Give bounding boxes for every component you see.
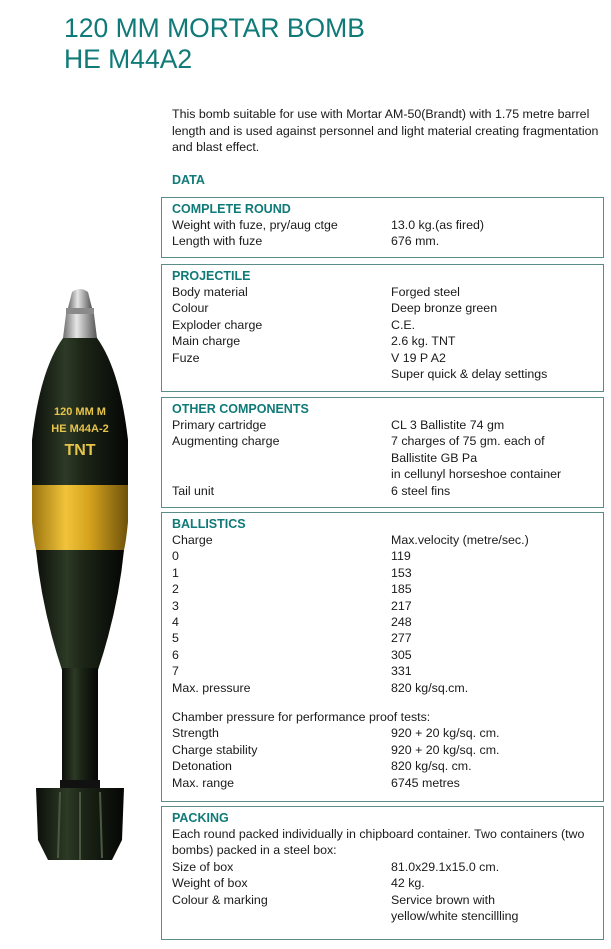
row-value: 305 [391, 647, 412, 662]
row-label: 4 [172, 615, 179, 630]
row-label: Strength [172, 726, 219, 741]
table-row [172, 630, 603, 646]
complete-round-section [161, 197, 604, 258]
row-label: Main charge [172, 334, 241, 349]
row-value: 920 + 20 kg/sq. cm. [391, 742, 500, 757]
row-label: Max. pressure [172, 680, 251, 695]
packing-section [161, 806, 604, 940]
proof-test-intro: Chamber pressure for performance proof tests: [172, 710, 431, 725]
table-row [172, 350, 603, 366]
data-heading: DATA [172, 173, 205, 187]
row-value: CL 3 Ballistite 74 gm [391, 418, 505, 432]
yellow-band [32, 485, 128, 550]
table-row [172, 892, 603, 908]
row-label: 3 [172, 598, 179, 613]
row-label: Weight of box [172, 876, 248, 891]
row-value: 119 [391, 549, 411, 564]
row-label: Exploder charge [172, 317, 263, 332]
row-label: 7 [172, 664, 179, 679]
row-label: Charge [172, 533, 213, 547]
table-row [172, 483, 603, 499]
table-row [172, 775, 603, 791]
row-label: Body material [172, 285, 248, 299]
row-label: 0 [172, 549, 179, 564]
row-value: 185 [391, 582, 412, 597]
row-label: Detonation [172, 759, 232, 774]
row-label: Weight with fuze, pry/aug ctge [172, 218, 338, 232]
section-title: BALLISTICS [172, 517, 246, 531]
table-row [172, 366, 603, 382]
row-label [172, 466, 391, 482]
row-value: 920 + 20 kg/sq. cm. [391, 726, 500, 741]
table-row [172, 433, 603, 449]
marking-line-3: TNT [64, 442, 96, 459]
row-value: 331 [391, 664, 412, 679]
row-value: C.E. [391, 317, 416, 332]
row-value: 248 [391, 615, 412, 630]
fuze-ring [66, 308, 94, 314]
row-value: 217 [391, 598, 412, 613]
table-row [172, 758, 603, 774]
row-value: Forged steel [391, 285, 460, 299]
table-row [172, 680, 603, 696]
row-value: 277 [391, 631, 412, 646]
table-row [172, 333, 603, 349]
marking-line-2: HE M44A-2 [51, 423, 109, 435]
row-value: 81.0x29.1x15.0 cm. [391, 859, 500, 874]
row-value: Deep bronze green [391, 301, 498, 316]
intro-paragraph: This bomb suitable for use with Mortar AM-50(Brandt) with 1.75 metre barrel length and is used against personnel and light material creating fragmentation and blast effect. [172, 107, 599, 154]
row-label [172, 908, 391, 924]
row-label: 2 [172, 582, 179, 597]
row-value: V 19 P A2 [391, 350, 446, 365]
row-label: Charge stability [172, 742, 258, 757]
section-title: PROJECTILE [172, 269, 251, 283]
table-row [172, 233, 603, 249]
section-title: OTHER COMPONENTS [172, 402, 309, 416]
row-value: 7 charges of 75 gm. each of [391, 434, 545, 449]
table-row [172, 217, 603, 233]
table-row [172, 300, 603, 316]
section-title: COMPLETE ROUND [172, 202, 291, 216]
table-row [172, 565, 603, 581]
table-row [172, 548, 603, 564]
row-value: 6745 metres [391, 775, 460, 790]
row-label: 5 [172, 631, 179, 646]
row-value: 2.6 kg. TNT [391, 334, 456, 349]
row-label: 6 [172, 647, 179, 662]
row-value: 153 [391, 565, 412, 580]
row-value: Max.velocity (metre/sec.) [391, 533, 529, 547]
tail-boom [62, 668, 98, 788]
row-value: 13.0 kg.(as fired) [391, 218, 484, 232]
table-row [172, 450, 603, 466]
table-row [172, 598, 603, 614]
row-label: Primary cartridge [172, 418, 267, 432]
marking-line-1: 120 MM M [54, 406, 106, 418]
table-row [172, 647, 603, 663]
section-title: PACKING [172, 811, 229, 825]
row-label [172, 366, 391, 382]
row-value: 820 kg/sq. cm. [391, 759, 472, 774]
row-label: Length with fuze [172, 234, 263, 249]
row-label: Max. range [172, 775, 234, 790]
table-row [172, 725, 603, 741]
row-label: Colour & marking [172, 892, 268, 907]
row-value: 42 kg. [391, 876, 425, 891]
row-value: 6 steel fins [391, 483, 451, 498]
projectile-section [161, 264, 604, 392]
row-label: Fuze [172, 350, 200, 365]
row-value: 820 kg/sq.cm. [391, 680, 469, 695]
page-title [64, 13, 365, 75]
table-row [172, 284, 603, 300]
row-label: Tail unit [172, 483, 215, 498]
row-value: Ballistite GB Pa [391, 450, 478, 465]
row-label: Augmenting charge [172, 434, 280, 449]
table-row [172, 466, 603, 482]
table-row [172, 317, 603, 333]
row-value: yellow/white stencillling [391, 909, 519, 924]
row-value: Super quick & delay settings [391, 367, 548, 382]
table-row [172, 908, 603, 924]
row-label: 1 [172, 565, 179, 580]
table-row [172, 859, 603, 875]
title-line-1: 120 MM MORTAR BOMB [64, 13, 365, 43]
row-label: Size of box [172, 859, 234, 874]
title-line-2: HE M44A2 [64, 44, 193, 74]
other-components-section [161, 397, 604, 508]
table-row [172, 417, 603, 433]
mortar-bomb-illustration [0, 280, 160, 940]
fuze-body [63, 314, 97, 338]
table-row [172, 742, 603, 758]
bomb-lower-body [36, 550, 124, 670]
packing-intro: Each round packed individually in chipboard container. Two containers (two bombs) packed in a steel box: [172, 827, 585, 858]
row-value: Service brown with [391, 892, 495, 907]
table-row [172, 663, 603, 679]
row-label: Colour [172, 301, 209, 316]
tail-boom-ring [60, 780, 100, 788]
table-row [172, 532, 603, 548]
fuze-tip [68, 289, 92, 308]
table-row [172, 581, 603, 597]
row-value: in cellunyl horseshoe container [391, 467, 562, 482]
row-value: 676 mm. [391, 234, 440, 249]
row-label [172, 450, 391, 466]
ballistics-section [161, 512, 604, 802]
table-row [172, 875, 603, 891]
table-row [172, 614, 603, 630]
